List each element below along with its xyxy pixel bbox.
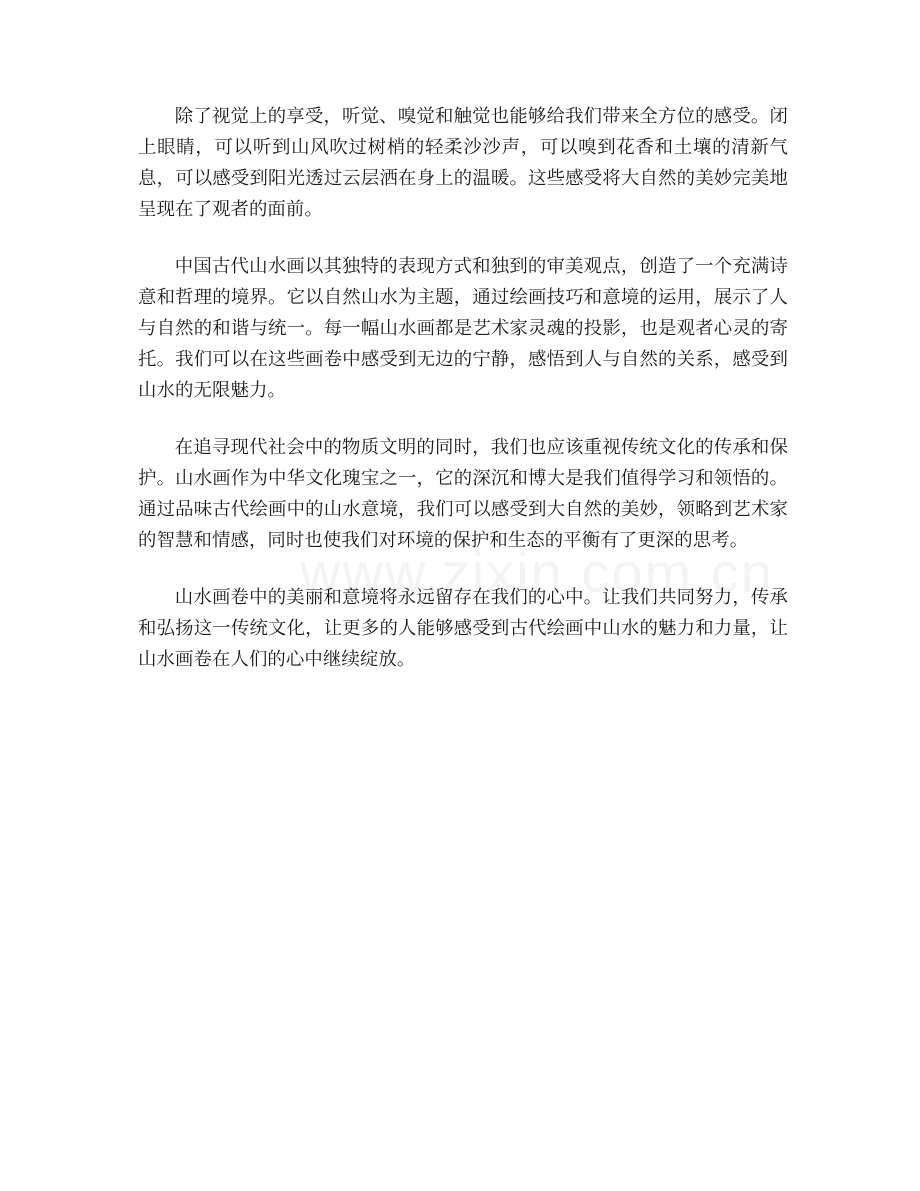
paragraph-4: 山水画卷中的美丽和意境将永远留存在我们的心中。让我们共同努力，传承和弘扬这一传统文化，让更多的人能够感受到古代绘画中山水的魅力和力量，让山水画卷在人们的心中继续绽放。 [138,587,788,670]
paragraph-3: 在追寻现代社会中的物质文明的同时，我们也应该重视传统文化的传承和保护。山水画作为中华文化瑰宝之一，它的深沉和博大是我们值得学习和领悟的。通过品味古代绘画中的山水意境，我们可以感受到大自然的美妙，领略到艺术家的智慧和情感，同时也使我们对环境的保护和生态的平衡有了更深的思考。 [138,437,788,551]
paragraph-2: 中国古代山水画以其独特的表现方式和独到的审美观点，创造了一个充满诗意和哲理的境界。它以自然山水为主题，通过绘画技巧和意境的运用，展示了人与自然的和谐与统一。每一幅山水画都是艺术家灵魂的投影，也是观者心灵的寄托。我们可以在这些画卷中感受到无边的宁静，感悟到人与自然的关系，感受到山水的无限魅力。 [138,256,788,401]
document-body [138,101,788,701]
paragraph-1: 除了视觉上的享受，听觉、嗅觉和触觉也能够给我们带来全方位的感受。闭上眼睛，可以听到山风吹过树梢的轻柔沙沙声，可以嗅到花香和土壤的清新气息，可以感受到阳光透过云层洒在身上的温暖。这些感受将大自然的美妙完美地呈现在了观者的面前。 [138,106,788,220]
